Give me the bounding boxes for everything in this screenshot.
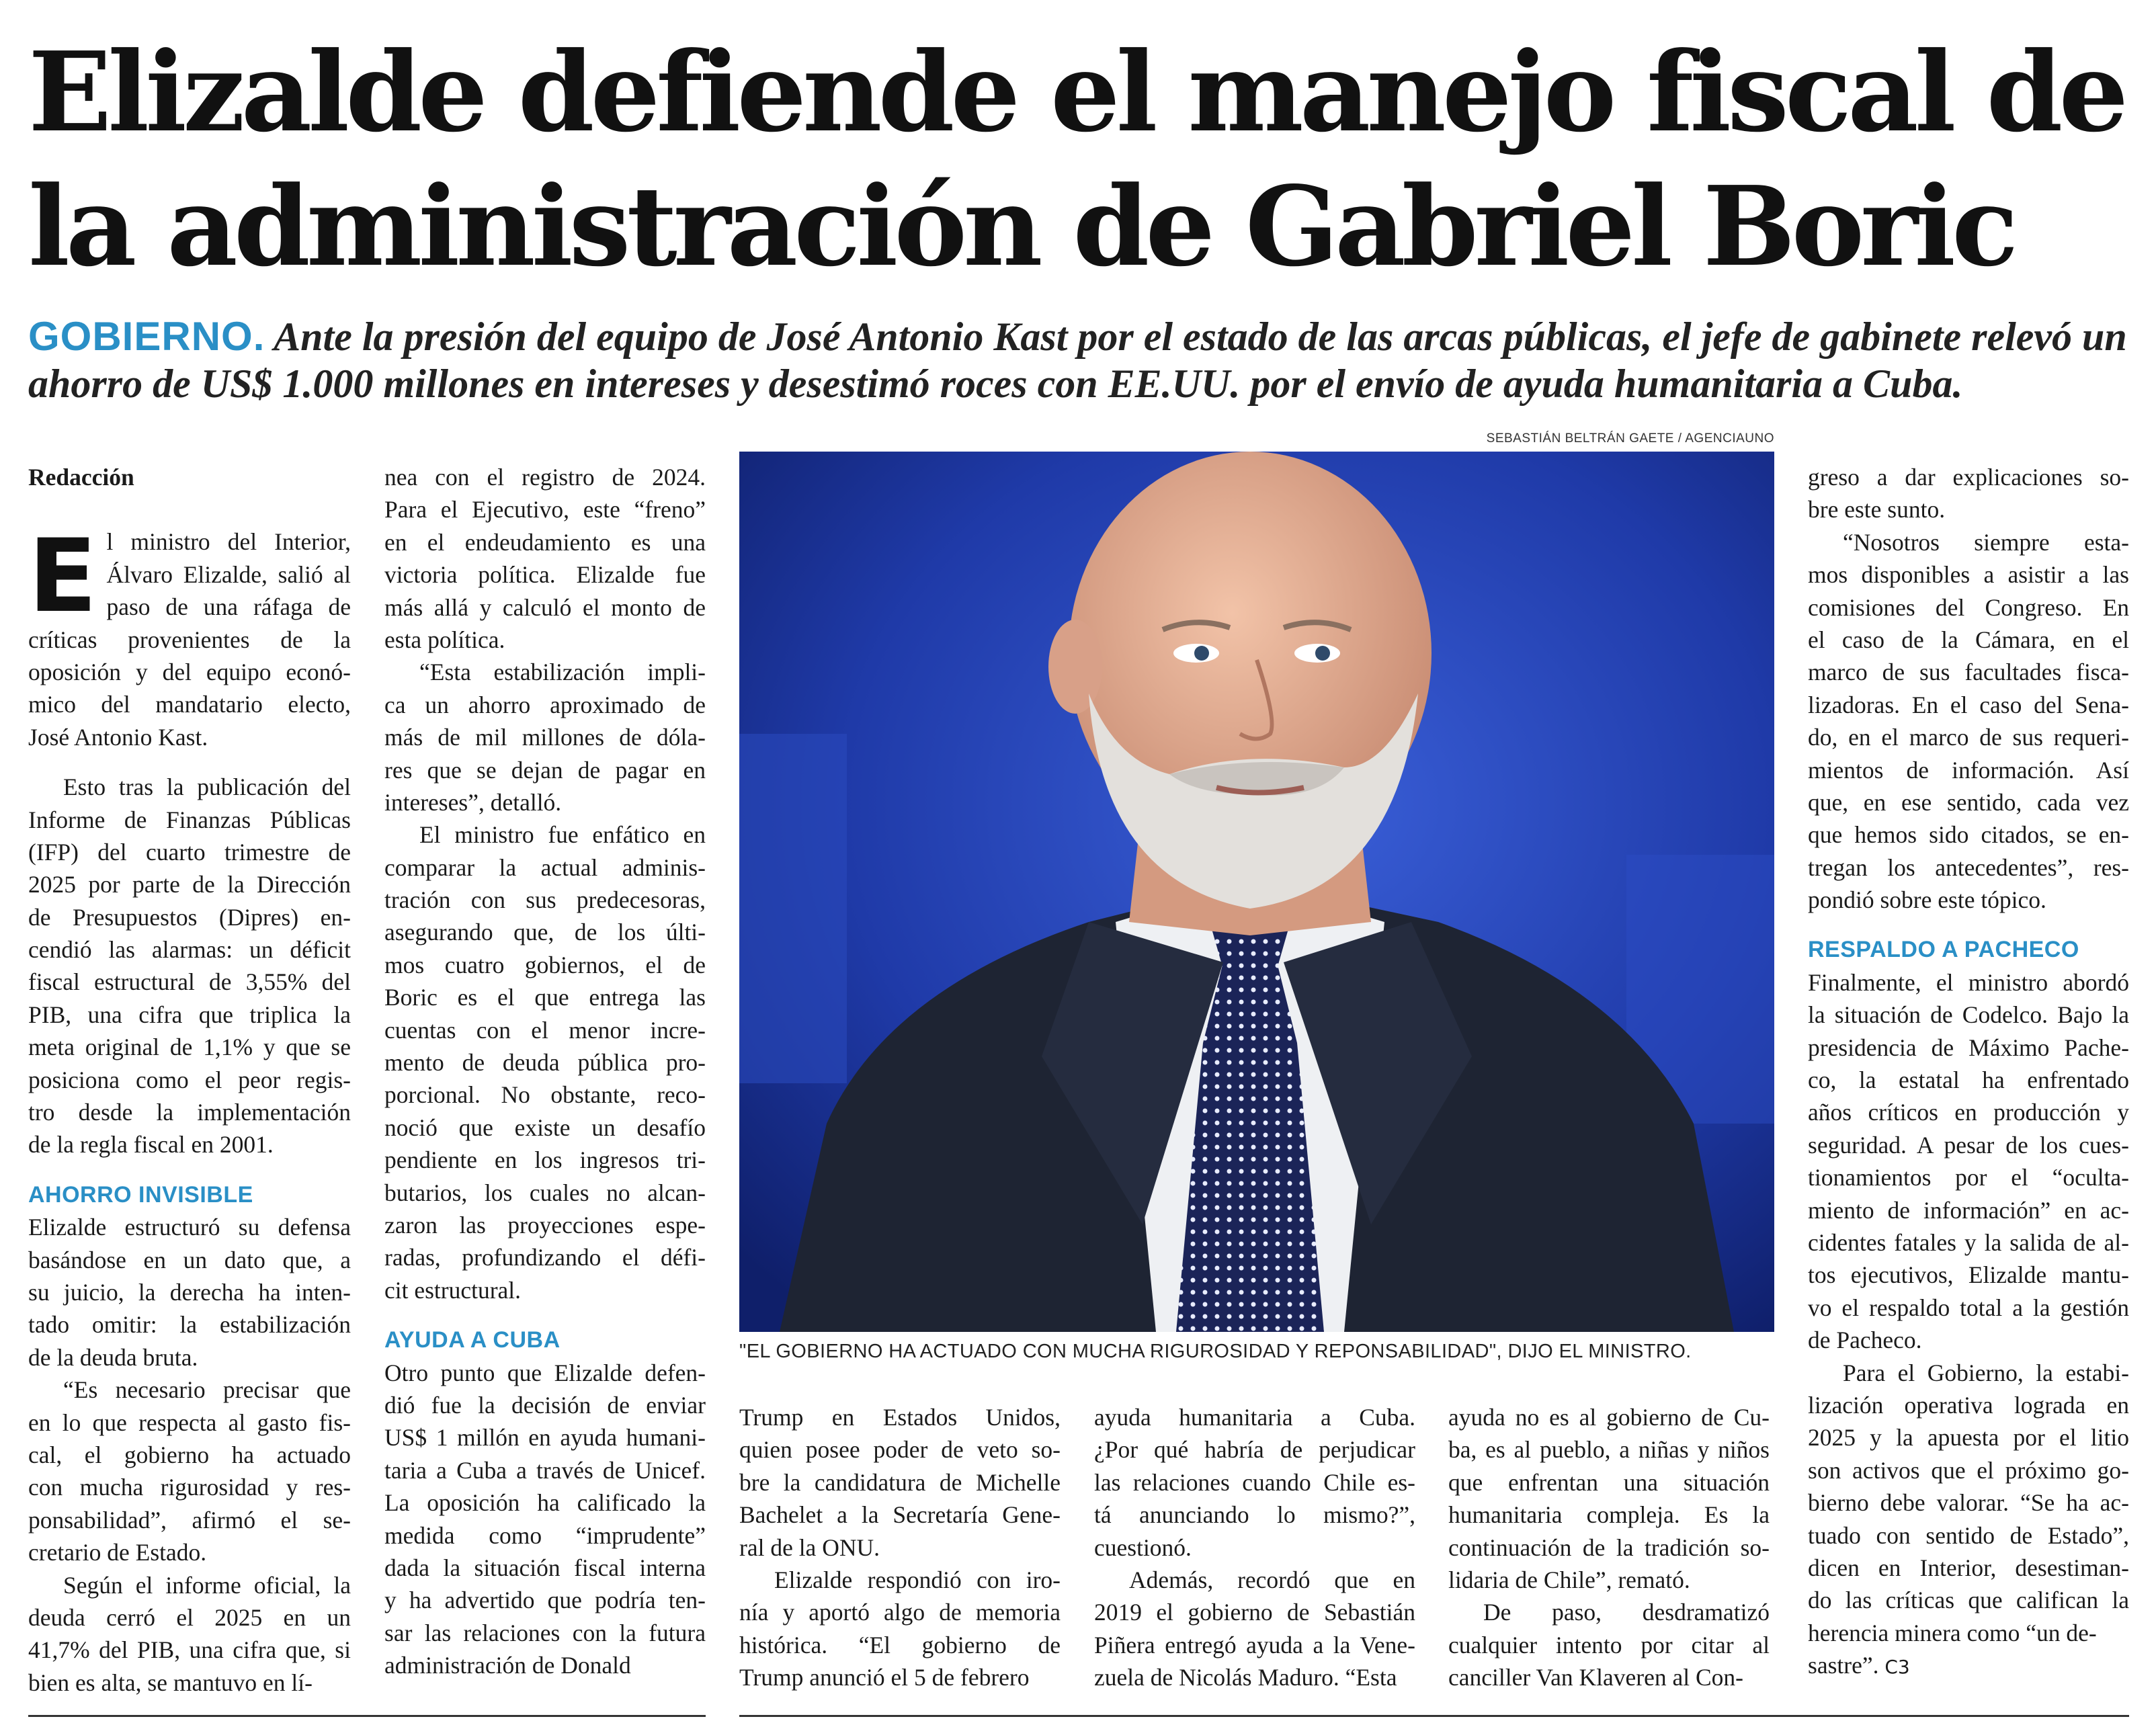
text-line: greso a dar explicaciones so- [1808, 464, 2129, 491]
text-line: zaron las proyecciones espe- [384, 1211, 706, 1238]
standfirst-line-1 [28, 313, 2132, 360]
text-line: cal, el gobierno ha actuado [28, 1441, 351, 1468]
text-line: ¿Por qué habría de perjudicar [1094, 1436, 1415, 1464]
text-line: con mucha rigurosidad y res- [28, 1474, 351, 1501]
text-line: lización operativa lograda en [1808, 1391, 2129, 1419]
text-line: 41,7% del PIB, una cifra que, si [28, 1636, 351, 1664]
standfirst-text-1: Ante la presión del equipo de José Antonio Kast por el estado de las arcas públicas, el jefe de gabinete relevó un [274, 314, 2127, 359]
text-line: intereses”, detalló. [384, 788, 562, 816]
text-line: pondió sobre este tópico. [1808, 886, 2046, 914]
text-line: Según el informe oficial, la [63, 1571, 351, 1599]
text-line: Otro punto que Elizalde defen- [384, 1359, 706, 1386]
paragraph [739, 1401, 1061, 1564]
text-line: Trump en Estados Unidos, [739, 1404, 1061, 1431]
text-line: críticas provenientes de la [28, 626, 351, 653]
article-column-under-photo-2 [1094, 1401, 1415, 1694]
standfirst-line-2: ahorro de US$ 1.000 millones en intereses y desestimó roces con EE.UU. por el envío de ayuda humanitaria a Cuba. [28, 362, 1963, 406]
text-line: res que se dejan de pagar en [384, 756, 706, 784]
text-line: 2025 y la apuesta por el litio [1808, 1424, 2129, 1452]
text-line: basándose en un dato que, a [28, 1246, 351, 1273]
article-column-1 [28, 461, 351, 1699]
text-line: posiciona como el peor regis- [28, 1066, 351, 1093]
text-line: y ha advertido que podría ten- [384, 1587, 706, 1614]
text-line: que enfrentan una situación [1448, 1468, 1770, 1496]
paragraph [1448, 1401, 1770, 1596]
paragraph [1808, 461, 2129, 526]
text-line: pendiente en los ingresos tri- [384, 1146, 706, 1174]
article-column-under-photo-1 [739, 1401, 1061, 1694]
text-line: El ministro fue enfático en [419, 821, 706, 849]
text-line: comparar la actual adminis- [384, 853, 706, 881]
text-line: tos ejecutivos, Elizalde mantu- [1808, 1261, 2129, 1289]
text-line: Para el Ejecutivo, este “freno” [384, 496, 706, 523]
text-line: más allá y calculó el monto de [384, 593, 706, 621]
text-line: cuentas con el menor incre- [384, 1016, 706, 1044]
text-line: de Pacheco. [1808, 1327, 1922, 1354]
text-line: años críticos en producción y [1808, 1099, 2129, 1126]
text-line: ayuda no es al gobierno de Cu- [1448, 1404, 1770, 1431]
paragraph [28, 1569, 351, 1699]
standfirst [28, 313, 2132, 407]
text-line: de la deuda bruta. [28, 1343, 198, 1371]
byline: Redacción [28, 464, 134, 491]
paragraph [28, 771, 351, 1161]
drop-cap: E [28, 518, 97, 636]
text-line: Boric es el que entrega las [384, 984, 706, 1011]
text-line: canciller Van Klaveren al Con- [1448, 1664, 1743, 1691]
text-line: dada la situación fiscal interna [384, 1554, 706, 1581]
text-line: mento de deuda pública pro- [384, 1049, 706, 1077]
portrait-illustration [739, 452, 1774, 1332]
text-line: nía y aportó algo de memoria [739, 1599, 1061, 1626]
text-line: ca un ahorro aproximado de [384, 691, 706, 718]
text-line: histórica. “El gobierno de [739, 1631, 1061, 1658]
text-line: que hemos sido citados, se en- [1808, 821, 2129, 849]
text-line: “Nosotros siempre esta- [1843, 528, 2129, 556]
paragraph [1448, 1596, 1770, 1693]
text-line: cualquier intento por citar al [1448, 1631, 1770, 1658]
text-line: bre la candidatura de Michelle [739, 1468, 1061, 1496]
text-line: deuda cerró el 2025 en un [28, 1603, 351, 1631]
text-line: Álvaro Elizalde, salió al [106, 560, 351, 588]
text-line: mientos de información. Así [1808, 756, 2129, 784]
paragraph [384, 818, 706, 1306]
text-line: l ministro del Interior, [106, 528, 351, 556]
headline-line-2: la administración de Gabriel Boric [28, 163, 2015, 291]
text-line: bierno debe valorar. “Se ha ac- [1808, 1489, 2129, 1517]
article-column-2 [384, 461, 706, 1681]
paragraph [1094, 1564, 1415, 1694]
text-line: Piñera entregó ayuda a la Vene- [1094, 1631, 1415, 1658]
text-line: vo el respaldo total a la gestión [1808, 1294, 2129, 1321]
text-line: (IFP) del cuarto trimestre de [28, 838, 351, 866]
text-line: sar las relaciones con la futura [384, 1619, 706, 1646]
text-line: medida como “imprudente” [384, 1521, 706, 1549]
text-line: La oposición ha calificado la [384, 1489, 706, 1517]
final-line [1808, 1649, 2129, 1681]
section-heading: AHORRO INVISIBLE [28, 1181, 253, 1208]
text-line: Finalmente, el ministro abordó [1808, 968, 2129, 996]
text-line: su juicio, la derecha ha inten- [28, 1279, 351, 1306]
text-line: porcional. No obstante, reco- [384, 1081, 706, 1109]
text-line: oposición y del equipo econó- [28, 658, 351, 685]
text-line: cretario de Estado. [28, 1539, 207, 1566]
text-line: lizadoras. En el caso del Sena- [1808, 691, 2129, 718]
text-line: la situación de Codelco. Bajo la [1808, 1001, 2129, 1029]
text-line: tá anunciando lo mismo?”, [1094, 1501, 1415, 1529]
text-line: do, en el marco de sus requeri- [1808, 724, 2129, 751]
text-line: que, en ese sentido, cada vez [1808, 788, 2129, 816]
signoff-mark: C3 [1884, 1656, 1910, 1679]
text-line: tionamientos por el “oculta- [1808, 1164, 2129, 1191]
text-line: mico del mandatario electo, [28, 691, 351, 718]
text-line: comisiones del Congreso. En [1808, 593, 2129, 621]
photo-caption: "EL GOBIERNO HA ACTUADO CON MUCHA RIGUROSIDAD Y REPONSABILIDAD", DIJO EL MINISTRO. [739, 1341, 1692, 1362]
text-line: las relaciones cuando Chile es- [1094, 1468, 1415, 1496]
text-line: cidentes fatales y la salida de al- [1808, 1229, 2129, 1256]
portrait-photo [739, 452, 1774, 1332]
text-line: son activos que el próximo go- [1808, 1456, 2129, 1484]
paragraph [384, 1357, 706, 1682]
text-line: cendió las alarmas: un déficit [28, 936, 351, 964]
section-heading: RESPALDO A PACHECO [1808, 937, 2079, 963]
text-line: zuela de Nicolás Maduro. “Esta [1094, 1664, 1397, 1691]
paragraph [1808, 966, 2129, 1357]
text-line: ponsabilidad”, afirmó el se- [28, 1506, 351, 1533]
text-line: fiscal estructural de 3,55% del [28, 968, 351, 996]
paragraph [384, 461, 706, 656]
text-line: co, la estatal ha enfrentado [1808, 1066, 2129, 1094]
text-line: en lo que respecta al gasto fis- [28, 1409, 351, 1436]
bottom-rule [28, 1715, 706, 1717]
text-line: Elizalde estructuró su defensa [28, 1214, 351, 1241]
paragraph [739, 1564, 1061, 1694]
section-kicker: GOBIERNO. [28, 314, 265, 359]
text-line: cit estructural. [384, 1276, 522, 1304]
text-line: De paso, desdramatizó [1483, 1599, 1770, 1626]
text-line: Trump anunció el 5 de febrero [739, 1664, 1030, 1691]
text-line: humanitaria compleja. Es la [1448, 1501, 1770, 1529]
text-line: mos cuatro gobiernos, el de [384, 951, 706, 978]
text-line: “Es necesario precisar que [63, 1376, 351, 1404]
text-line: cuestionó. [1094, 1533, 1192, 1561]
section-heading: AYUDA A CUBA [384, 1327, 561, 1353]
text-line: nea con el registro de 2024. [384, 464, 706, 491]
paragraph [1808, 526, 2129, 917]
text-line: Esto tras la publicación del [63, 773, 351, 801]
text-line: mos disponibles a asistir a las [1808, 561, 2129, 589]
text-line: US$ 1 millón en ayuda humani- [384, 1424, 706, 1452]
text-line: esta política. [384, 626, 505, 653]
text-line: el caso de la Cámara, en el [1808, 626, 2129, 653]
photo-credit: SEBASTIÁN BELTRÁN GAETE / AGENCIAUNO [1486, 431, 1774, 446]
text-line: noció que existe un desafío [384, 1113, 706, 1141]
text-line: continuación de la tradición so- [1448, 1533, 1770, 1561]
text-line: ayuda humanitaria a Cuba. [1094, 1404, 1415, 1431]
last-line-text: sastre”. [1808, 1652, 1879, 1679]
text-line: Bachelet a la Secretaría Gene- [739, 1501, 1061, 1529]
text-line: paso de una ráfaga de [106, 593, 351, 621]
paragraph [28, 1211, 351, 1374]
text-line: Además, recordó que en [1129, 1566, 1415, 1593]
bottom-rule [739, 1715, 2129, 1717]
text-line: butarios, los cuales no alcan- [384, 1179, 706, 1206]
text-line: presidencia de Máximo Pache- [1808, 1034, 2129, 1061]
text-line: tado omitir: la estabilización [28, 1311, 351, 1339]
text-line: tro desde la implementación [28, 1099, 351, 1126]
paragraph [384, 656, 706, 818]
text-line: miento de información” en ac- [1808, 1196, 2129, 1224]
article-column-under-photo-3 [1448, 1401, 1770, 1694]
article-column-3 [1808, 461, 2129, 1681]
text-line: radas, profundizando el défi- [384, 1244, 706, 1271]
text-line: taria a Cuba a través de Unicef. [384, 1456, 706, 1484]
paragraph [28, 1374, 351, 1568]
text-line: asegurando que, de los últi- [384, 919, 706, 946]
text-line: ral de la ONU. [739, 1533, 880, 1561]
text-line: “Esta estabilización impli- [419, 659, 706, 686]
text-line: de Presupuestos (Dipres) en- [28, 903, 351, 931]
text-line: dió fue la decisión de enviar [384, 1391, 706, 1419]
paragraph [1094, 1401, 1415, 1564]
text-line: ba, es al pueblo, a niñas y niños [1448, 1436, 1770, 1464]
text-line: herencia minera como “un de- [1808, 1619, 2097, 1646]
text-line: marco de sus facultades fisca- [1808, 659, 2129, 686]
text-line: en el endeudamiento es una [384, 528, 706, 556]
text-line: seguridad. A pesar de los cues- [1808, 1131, 2129, 1159]
text-line: más de mil millones de dóla- [384, 724, 706, 751]
text-line: bien es alta, se mantuvo en lí- [28, 1669, 313, 1696]
text-line: Para el Gobierno, la estabi- [1843, 1359, 2129, 1386]
headline [28, 26, 2132, 294]
text-line: PIB, una cifra que triplica la [28, 1001, 351, 1028]
text-line: meta original de 1,1% y que se [28, 1034, 351, 1061]
text-line: administración de Donald [384, 1652, 631, 1679]
text-line: 2019 el gobierno de Sebastián [1094, 1599, 1415, 1626]
text-line: José Antonio Kast. [28, 723, 208, 751]
text-line: Elizalde respondió con iro- [774, 1566, 1061, 1593]
text-line: tuado con sentido de Estado”, [1808, 1521, 2129, 1549]
text-line: quien posee poder de veto so- [739, 1436, 1061, 1464]
text-line: Informe de Finanzas Públicas [28, 806, 351, 833]
text-line: do las críticas que califican la [1808, 1587, 2129, 1614]
headline-line-1: Elizalde defiende el manejo fiscal de [28, 28, 2125, 157]
paragraph [1808, 1357, 2129, 1650]
text-line: lidaria de Chile”, remató. [1448, 1566, 1690, 1593]
text-line: tregan los antecedentes”, res- [1808, 853, 2129, 881]
text-line: 2025 por parte de la Dirección [28, 871, 351, 898]
text-line: de la regla fiscal en 2001. [28, 1131, 274, 1159]
text-line: tración con sus predecesoras, [384, 886, 706, 914]
text-line: bre este sunto. [1808, 496, 1946, 523]
text-line: dicen en Interior, desestiman- [1808, 1554, 2129, 1581]
text-line: victoria política. Elizalde fue [384, 561, 706, 589]
